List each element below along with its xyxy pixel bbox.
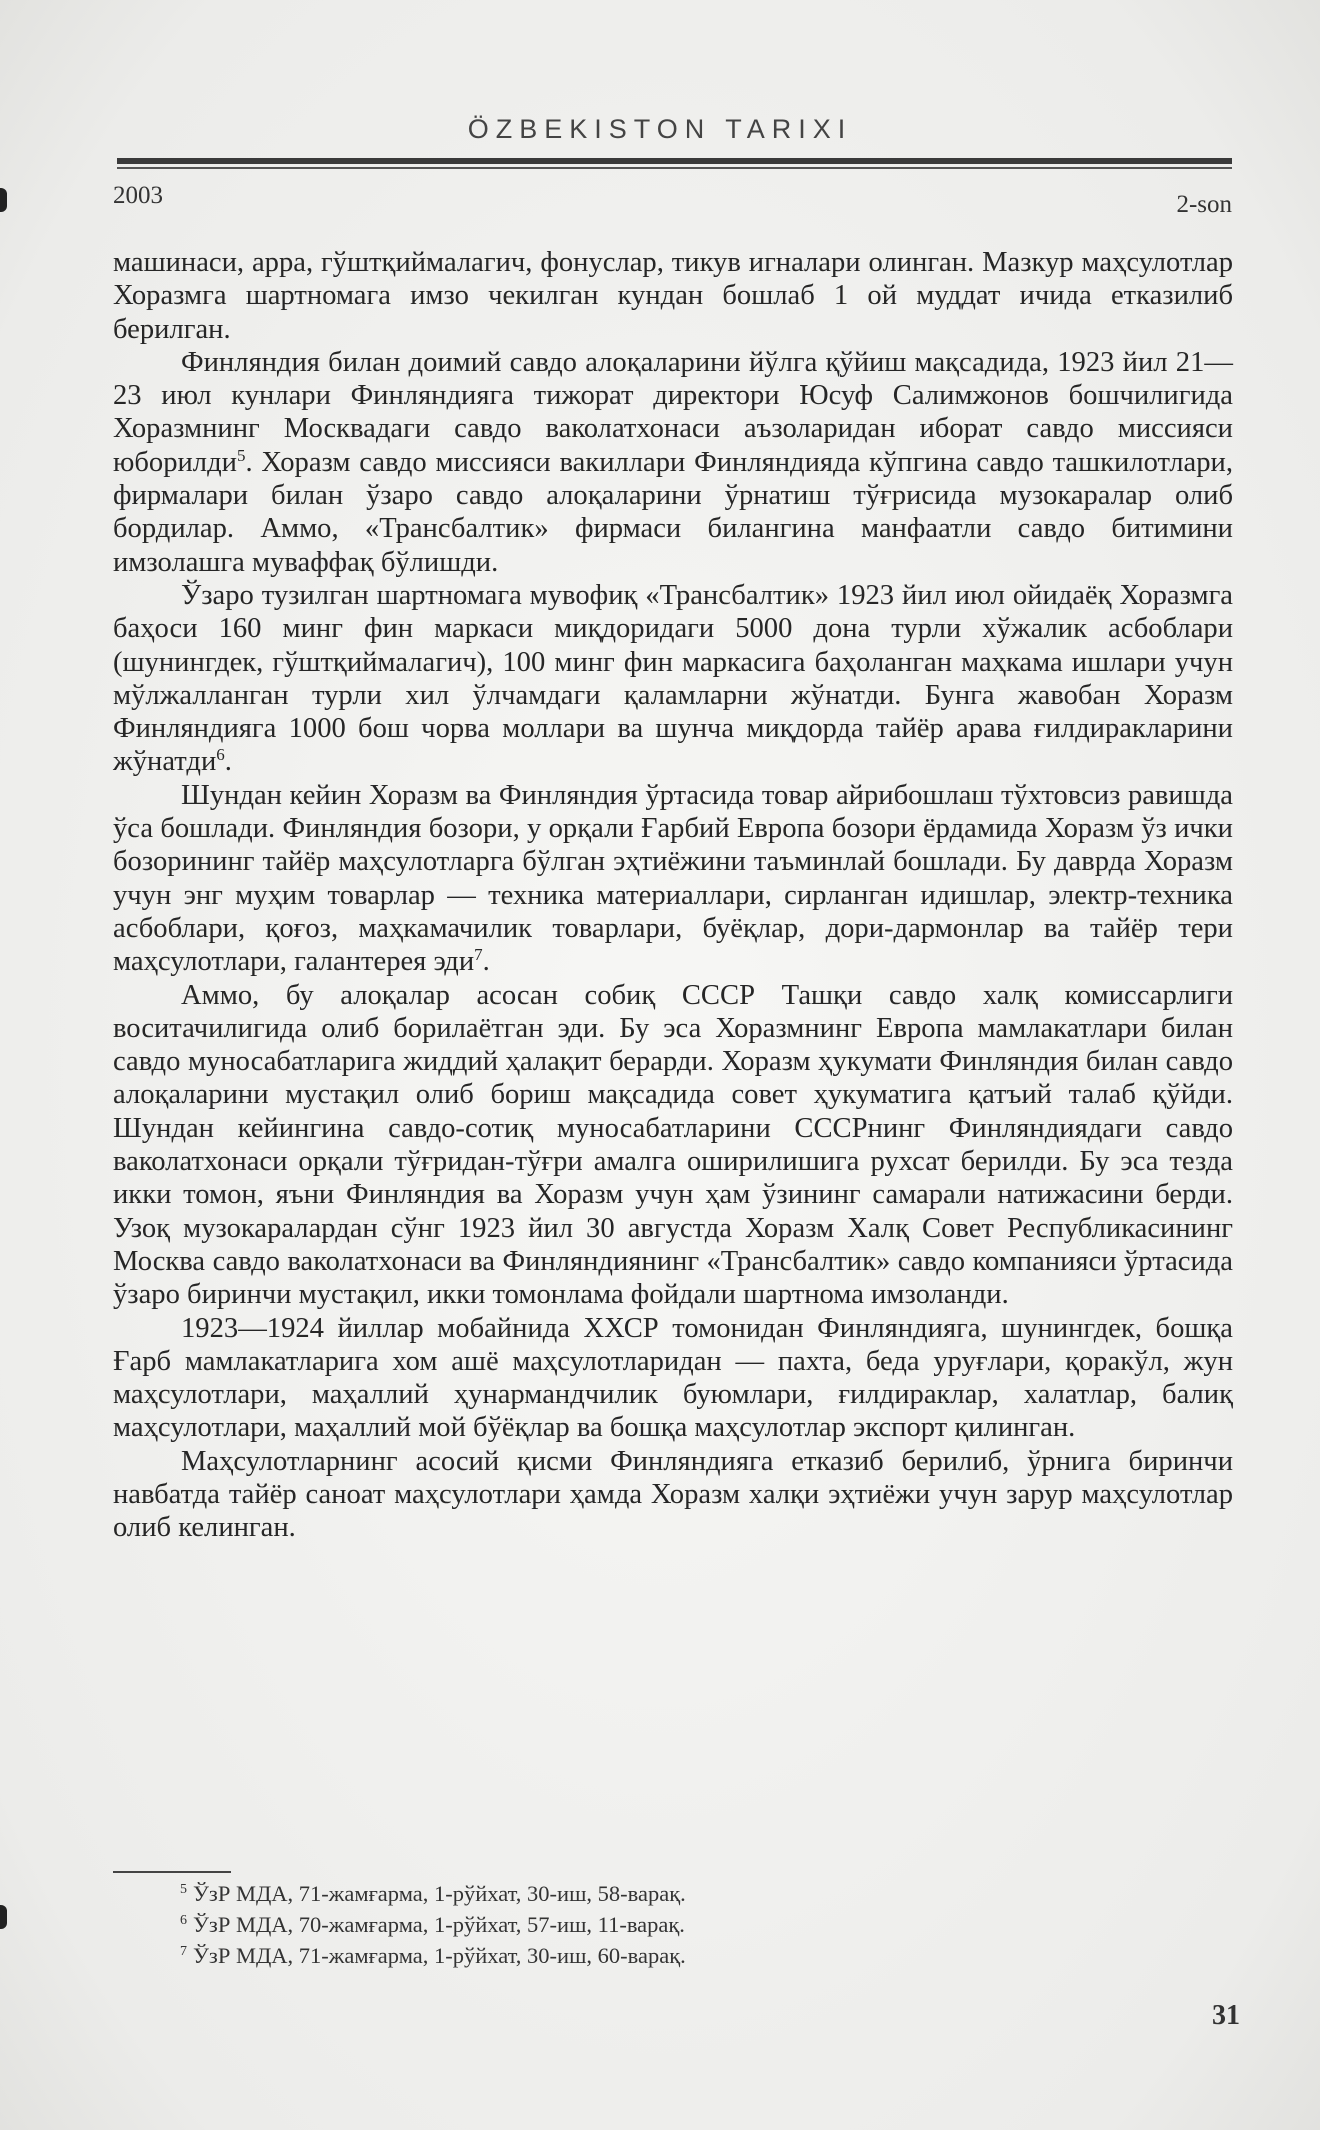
footnote-ref[interactable]: 5 <box>236 445 246 465</box>
binding-hole-mark <box>0 188 7 212</box>
footnote-mark: 6 <box>180 1913 187 1928</box>
page-number: 31 <box>1212 2000 1240 2031</box>
footnote-item <box>180 1907 686 1938</box>
header-rule-thin <box>117 167 1232 169</box>
footnote-mark: 7 <box>180 1944 187 1959</box>
footnote-text: ЎзР МДА, 71-жамғарма, 1-рўйхат, 30-иш, 58-варақ. <box>193 1881 686 1906</box>
binding-hole-mark <box>0 1905 7 1929</box>
footnote-separator <box>113 1871 231 1873</box>
paragraph-text: Шундан кейин Хоразм ва Финляндия ўртасида товар айрибошлаш тўхтовсиз равишда ўса бошлади. Финляндия бозори, у орқали Ғарбий Европа бозори ёрдамида Хоразм ўз ички бозорининг тайёр маҳсулотларга бўлган эҳтиёжини таъминлай бошлади. Бу даврда Хоразм учун энг муҳим товарлар — техника материаллари, сирланган идишлар, электр-техника асбоблари, қоғоз, маҳкамачилик товарлари, буёқлар, дори-дармонлар ва тайёр тери маҳсулотлари, галантерея эди <box>113 779 1233 978</box>
paragraph: Ўзаро тузилган шартномага мувофиқ «Трансбалтик» 1923 йил июл ойидаёқ Хоразмга баҳоси 160 минг фин маркаси миқдоридаги 5000 дона турли хўжалик асбоблари (шунингдек, гўштқиймалагич), 100 минг фин маркасига баҳоланган маҳкама ишлари учун мўлжалланган турли хил ўлчамдаги қаламларни жўнатди. Бунга жавобан Хоразм Финляндияга 1000 бош чорва моллари ва шунча миқдорда тайёр арава ғилдиракларини жўнатди$^6$. <box>113 579 1233 778</box>
paragraph-text: Ўзаро тузилган шартномага мувофиқ «Трансбалтик» 1923 йил июл ойидаёқ Хоразмга баҳоси 160 минг фин маркаси миқдоридаги 5000 дона турли хўжалик асбоблари (шунингдек, гўштқиймалагич), 100 минг фин маркасига баҳоланган маҳкама ишлари учун мўлжалланган турли хил ўлчамдаги қаламларни жўнатди. Бунга жавобан Хоразм Финляндияга 1000 бош чорва моллари ва шунча миқдорда тайёр арава ғилдиракларини жўнатди <box>113 579 1233 778</box>
article-body <box>113 246 1233 1545</box>
paragraph: Маҳсулотларнинг асосий қисми Финляндияга етказиб берилиб, ўрнига биринчи навбатда тайёр саноат маҳсулотлари ҳамда Хоразм халқи эҳтиёжи учун зарур маҳсулотлар олиб келинган. <box>113 1445 1233 1544</box>
issue-year: 2003 <box>113 182 163 209</box>
paragraph: машинаси, арра, гўштқиймалагич, фонуслар, тикув игналари олинган. Мазкур маҳсулотлар Хоразмга шартномага имзо чекилган кундан бошлаб 1 ой муддат ичида етказилиб берилган. <box>113 247 1233 345</box>
footnote-mark: 5 <box>180 1882 187 1897</box>
paragraph: 1923—1924 йиллар мобайнида ХХСР томонидан Финляндияга, шунингдек, бошқа Ғарб мамлакатларига хом ашё маҳсулотларидан — пахта, беда уруғлари, қоракўл, жун маҳсулотлари, маҳаллий ҳунармандчилик буюмлари, ғилдираклар, халатлар, балиқ маҳсулотлари, маҳаллий мой бўёқлар ва бошқа маҳсулотлар экспорт қилинган. <box>113 1312 1233 1444</box>
journal-title: ÖZBEKISTON TARIXI <box>467 114 853 144</box>
paragraph: Финляндия билан доимий савдо алоқаларини йўлга қўйиш мақсадида, 1923 йил 21—23 июл кунлари Финляндияга тижорат директори Юсуф Салимжонов бошчилигида Хоразмнинг Москвадаги савдо ваколатхонаси аъзоларидан иборат савдо миссияси юборилди$^5$. Хоразм савдо миссияси вакиллари Финляндияда кўпгина савдо ташкилотлари, фирмалари билан ўзаро савдо алоқаларини ўрнатиш тўғрисида музокаралар олиб бордилар. Аммо, «Трансбалтик» фирмаси билангина манфаатли савдо битимини имзолашга муваффақ бўлишди. <box>113 346 1233 578</box>
footnote-item <box>180 1876 686 1907</box>
footnote-ref[interactable]: 6 <box>216 745 225 765</box>
footnote-text: ЎзР МДА, 71-жамғарма, 1-рўйхат, 30-иш, 60-варақ. <box>193 1943 686 1968</box>
footnote-ref[interactable]: 7 <box>474 945 483 965</box>
issue-number: 2-son <box>1176 191 1232 218</box>
footnotes <box>180 1876 686 1969</box>
header-rule <box>117 158 1232 164</box>
paragraph-text: Финляндия билан доимий савдо алоқаларини йўлга қўйиш мақсадида, 1923 йил 21—23 июл кунлари Финляндияга тижорат директори Юсуф Салимжонов бошчилигида Хоразмнинг Москвадаги савдо ваколатхонаси аъзоларидан иборат савдо миссияси юборилди <box>113 346 1233 478</box>
footnote-text: ЎзР МДА, 70-жамғарма, 1-рўйхат, 57-иш, 11-варақ. <box>193 1912 685 1937</box>
paragraph-text: Хоразм савдо миссияси вакиллари Финляндияда кўпгина савдо ташкилотлари, фирмалари билан ўзаро савдо алоқаларини ўрнатиш тўғрисида музокаралар олиб бордилар. Аммо, «Трансбалтик» фирмаси билангина манфаатли савдо битимини имзолашга муваффақ бўлишди. <box>113 446 1233 578</box>
paragraph: Аммо, бу алоқалар асосан собиқ СССР Ташқи савдо халқ комиссарлиги воситачилигида олиб борилаётган эди. Бу эса Хоразмнинг Европа мамлакатлари билан савдо муносабатларига жиддий ҳалақит берарди. Хоразм ҳукумати Финляндия билан савдо алоқаларини мустақил олиб бориш мақсадида совет ҳукуматига қатъий талаб қўйди. Шундан кейингина савдо-сотиқ муносабатларини СССРнинг Финляндиядаги савдо ваколатхонаси орқали тўғридан-тўғри амалга оширилишига рухсат берилди. Бу эса тезда икки томон, яъни Финляндия ва Хоразм учун ҳам ўзининг самарали натижасини берди. Узоқ музокаралардан сўнг 1923 йил 30 августда Хоразм Халқ Совет Республикасининг Москва савдо ваколатхонаси ва Финляндиянинг «Трансбалтик» савдо компанияси ўртасида ўзаро биринчи мустақил, икки томонлама фойдали шартнома имзоланди. <box>113 979 1233 1311</box>
paragraph: Шундан кейин Хоразм ва Финляндия ўртасида товар айрибошлаш тўхтовсиз равишда ўса бошлади. Финляндия бозори, у орқали Ғарбий Европа бозори ёрдамида Хоразм ўз ички бозорининг тайёр маҳсулотларга бўлган эҳтиёжини таъминлай бошлади. Бу даврда Хоразм учун энг муҳим товарлар — техника материаллари, сирланган идишлар, электр-техника асбоблари, қоғоз, маҳкамачилик товарлари, буёқлар, дори-дармонлар ва тайёр тери маҳсулотлари, галантерея эди$^7$. <box>113 779 1233 978</box>
footnote-item <box>180 1938 686 1969</box>
